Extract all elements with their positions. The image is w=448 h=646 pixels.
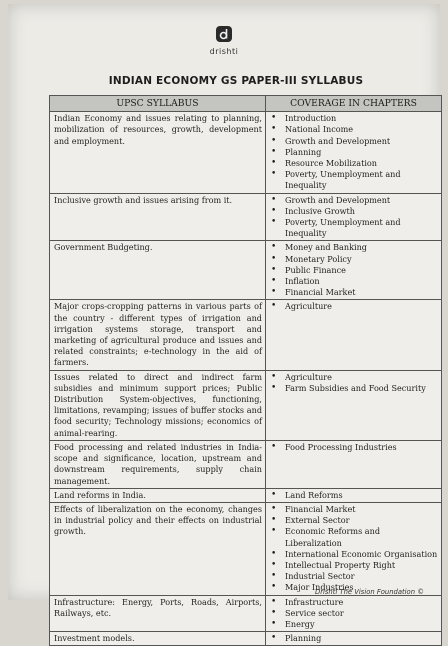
syllabus-table	[49, 95, 442, 646]
chapter-list	[270, 301, 438, 312]
page-title: INDIAN ECONOMY GS PAPER-III SYLLABUS	[108, 75, 364, 87]
table-body	[50, 112, 442, 646]
syllabus-topic-cell: Inclusive growth and issues arising from it.	[50, 193, 266, 241]
chapter-item: • Industrial Sector	[270, 571, 438, 582]
coverage-cell	[266, 488, 442, 502]
drishti-logo-icon	[216, 26, 232, 42]
chapter-item: • Food Processing Industries	[270, 442, 438, 453]
chapter-list	[270, 633, 438, 644]
chapter-list	[270, 504, 438, 594]
chapter-item: • Growth and Development	[270, 195, 438, 206]
chapter-list	[270, 372, 438, 394]
chapter-item: • Farm Subsidies and Food Security	[270, 383, 438, 394]
chapter-item: • National Income	[270, 124, 438, 135]
syllabus-topic-cell: Major crops-cropping patterns in various parts of the country - different types of irrigation and irrigation systems storage, transport and marketing of agricultural produce and issues and related constraints; e-technology in the aid of farmers.	[50, 300, 266, 370]
syllabus-topic-cell: Government Budgeting.	[50, 241, 266, 300]
chapter-item: • Agriculture	[270, 301, 438, 312]
chapter-list	[270, 242, 438, 298]
chapter-item: • Economic Reforms and Liberalization	[270, 526, 438, 548]
chapter-item: • International Economic Organisation	[270, 549, 438, 560]
syllabus-topic-cell: Infrastructure: Energy, Ports, Roads, Airports, Railways, etc.	[50, 595, 266, 632]
coverage-cell	[266, 112, 442, 193]
chapter-item: • Agriculture	[270, 372, 438, 383]
syllabus-topic-cell: Food processing and related industries in India- scope and significance, location, upstream and downstream requirements, supply chain management.	[50, 440, 266, 488]
syllabus-topic-cell: Effects of liberalization on the economy, changes in industrial policy and their effects on industrial growth.	[50, 502, 266, 595]
table-row	[50, 193, 442, 241]
chapter-item: • Poverty, Unemployment and Inequality	[270, 169, 438, 191]
chapter-item: • Planning	[270, 633, 438, 644]
brand-name: drishti	[209, 47, 239, 56]
chapter-item: • Financial Market	[270, 287, 438, 298]
table-row	[50, 370, 442, 440]
coverage-cell	[266, 595, 442, 632]
chapter-item: • Inflation	[270, 276, 438, 287]
coverage-cell	[266, 632, 442, 646]
table-row	[50, 112, 442, 193]
chapter-list	[270, 442, 438, 453]
chapter-list	[270, 490, 438, 501]
chapter-item: • Money and Banking	[270, 242, 438, 253]
coverage-cell	[266, 370, 442, 440]
coverage-cell	[266, 193, 442, 241]
syllabus-topic-cell: Indian Economy and issues relating to planning, mobilization of resources, growth, development and employment.	[50, 112, 266, 193]
coverage-cell	[266, 440, 442, 488]
chapter-item: • Land Reforms	[270, 490, 438, 501]
table-header-row	[50, 96, 442, 112]
chapter-item: • Energy	[270, 619, 438, 630]
chapter-list	[270, 597, 438, 631]
table-row	[50, 632, 442, 646]
chapter-item: • Growth and Development	[270, 136, 438, 147]
chapter-item: • Inclusive Growth	[270, 206, 438, 217]
chapter-item: • Service sector	[270, 608, 438, 619]
header-coverage-in-chapters: COVERAGE IN CHAPTERS	[266, 96, 442, 112]
chapter-item: • External Sector	[270, 515, 438, 526]
syllabus-topic-cell: Investment models.	[50, 632, 266, 646]
chapter-item: • Monetary Policy	[270, 254, 438, 265]
chapter-item: • Poverty, Unemployment and Inequality	[270, 217, 438, 239]
chapter-item: • Infrastructure	[270, 597, 438, 608]
header-upsc-syllabus: UPSC SYLLABUS	[50, 96, 266, 112]
chapter-item: • Introduction	[270, 113, 438, 124]
chapter-list	[270, 195, 438, 240]
chapter-item: • Resource Mobilization	[270, 158, 438, 169]
syllabus-topic-cell: Issues related to direct and indirect farm subsidies and minimum support prices; Public Distribution System-objectives, functioning, limitations, revamping; issues of buffer stocks and food security; Technology missions; economics of animal-rearing.	[50, 370, 266, 440]
coverage-cell	[266, 241, 442, 300]
table-row	[50, 300, 442, 370]
syllabus-topic-cell: Land reforms in India.	[50, 488, 266, 502]
coverage-cell	[266, 502, 442, 595]
footer-credit: Drishti The Vision Foundation ©	[314, 588, 424, 596]
chapter-item: • Intellectual Property Right	[270, 560, 438, 571]
chapter-item: • Financial Market	[270, 504, 438, 515]
brand-logo	[8, 26, 440, 56]
chapter-item: • Planning	[270, 147, 438, 158]
document-page	[8, 4, 440, 644]
chapter-list	[270, 113, 438, 191]
table-row	[50, 595, 442, 632]
table-row	[50, 488, 442, 502]
table-row	[50, 241, 442, 300]
table-row	[50, 440, 442, 488]
chapter-item: • Major Industries	[270, 582, 438, 593]
coverage-cell	[266, 300, 442, 370]
chapter-item: • Public Finance	[270, 265, 438, 276]
table-row	[50, 502, 442, 595]
